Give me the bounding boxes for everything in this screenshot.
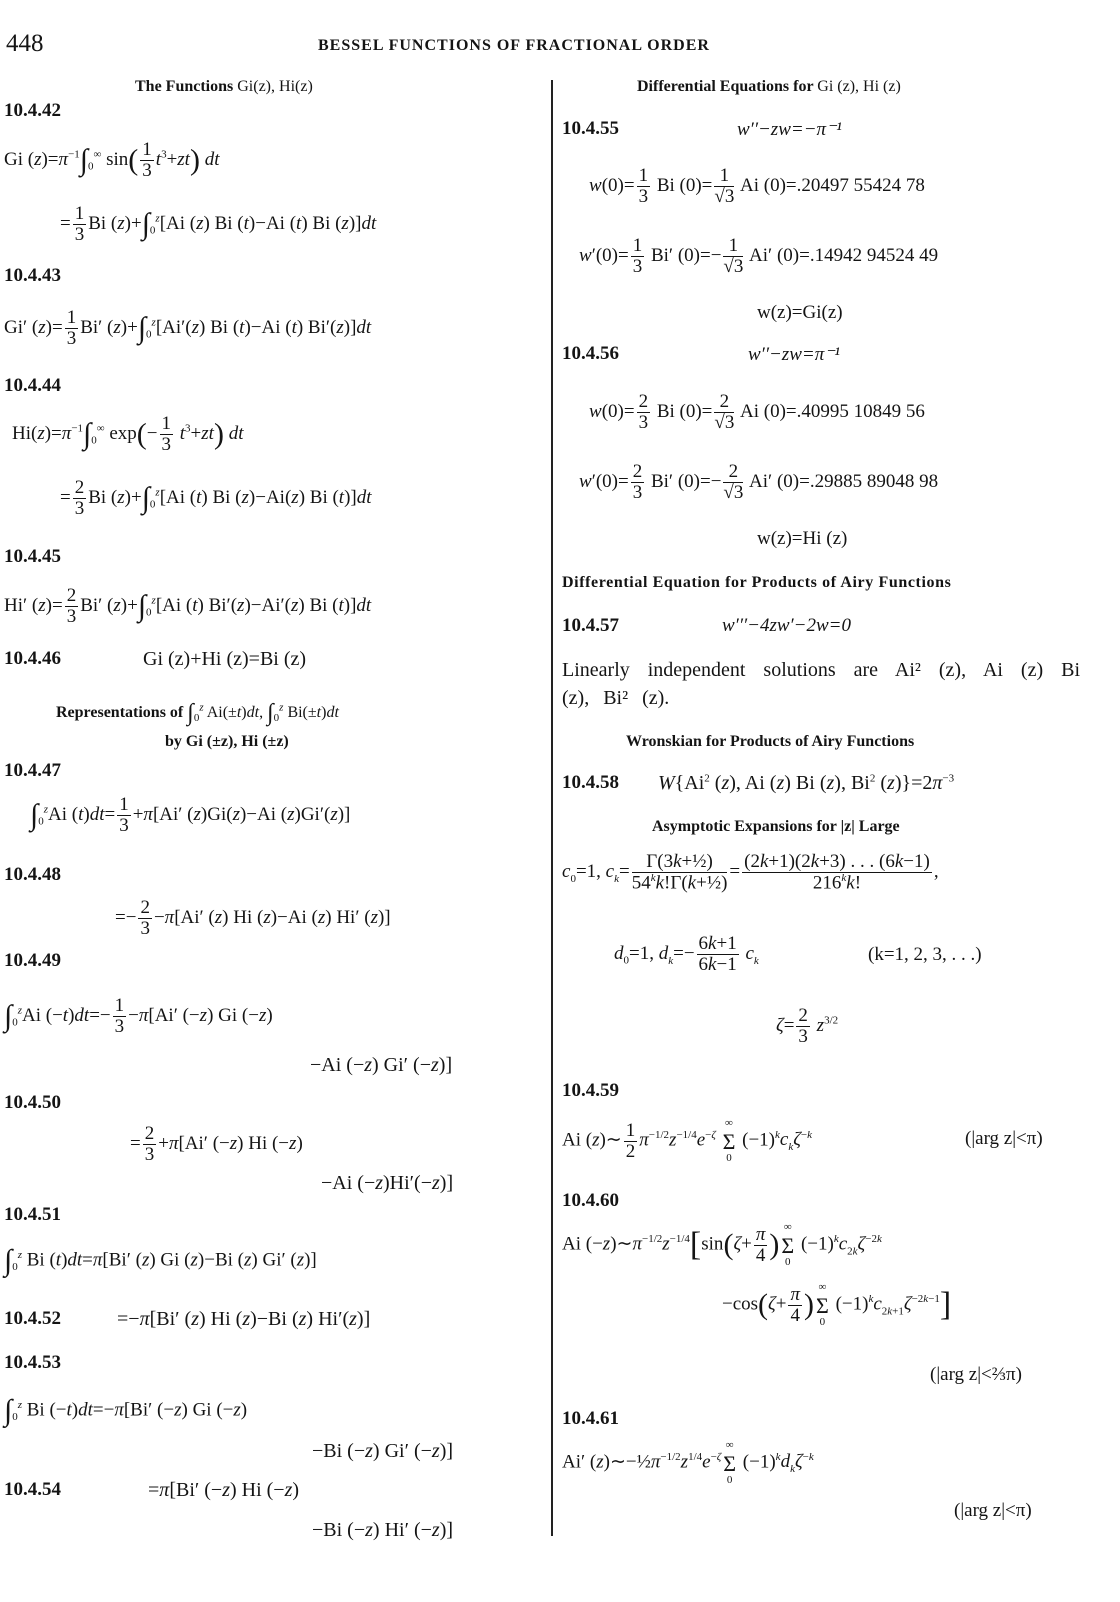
section-subheading: by Gi (±z), Hi (±z) — [165, 733, 289, 750]
equation-10-4-59: Ai (z)∼ $\frac{1}{2}$ $\pi^{-1/2}z^{-1/4}e^{-\zeta}$ ∞ Σ 0 $(-1)^kc_k\zeta^{-k}$ — [562, 1117, 813, 1164]
equation-10-4-55-solution: w(z)=Gi(z) — [757, 302, 843, 323]
page-number: 448 — [6, 30, 44, 57]
equation-number: 10.4.57 — [562, 615, 619, 636]
section-title-math: Gi(z), Hi(z) — [237, 78, 313, 95]
equation-10-4-60-line1: Ai $(-z)\sim\pi^{-1/2}z^{-1/4}[\sin(\zeta+$ $\frac{\pi}{4}$ ) ∞ Σ 0 $(-1)^kc_{2k}\zeta^{-2k}$ — [562, 1221, 882, 1268]
section-title-math: Gi (z), Hi (z) — [817, 78, 901, 95]
equation-number: 10.4.42 — [4, 100, 61, 121]
equation-10-4-56-solution: w(z)=Hi (z) — [757, 528, 848, 549]
equation-10-4-51: $\int_0^z$ Bi (t)dt=π[Bi′ (z) Gi (z)−Bi (z) Gi′ (z)] — [4, 1244, 317, 1277]
condition-10-4-60: (|arg z|<⅔π) — [930, 1364, 1022, 1385]
equation-number: 10.4.51 — [4, 1204, 61, 1225]
equation-10-4-44-line1: $Hi(z)=\pi^{-1}\int_0^\infty$ exp(− $\frac{1}{3}$ $t^3+zt$) dt — [12, 413, 244, 455]
equation-10-4-60-line2: −cos(ζ+ $\frac{\pi}{4}$ ) ∞ Σ 0 $(-1)^kc_{2k+1}\zeta^{-2k-1}$] — [722, 1281, 952, 1328]
equation-10-4-45: Hi′ (z)= $\frac{2}{3}$ Bi′ $(z)+\int_0^z[Ai$ (t) Bi′(z)−Ai′(z) Bi (t)]dt — [4, 585, 372, 627]
equation-10-4-54-line2: −Bi (−z) Hi′ (−z)] — [312, 1519, 454, 1541]
equation-10-4-54-line1: =π[Bi′ (−z) Hi (−z) — [148, 1479, 300, 1501]
column-divider — [551, 80, 553, 1536]
equation-10-4-43: Gi′ (z)= $\frac{1}{3}$ Bi′ $(z)+\int_0^z[Ai'(z)$ Bi (t)−Ai (t) Bi′(z)]dt — [4, 307, 372, 349]
equation-number: 10.4.45 — [4, 546, 61, 567]
equation-10-4-56-ode: w′′−zw=π⁻¹ — [748, 344, 840, 365]
equation-10-4-42-line2: = $\frac{1}{3}$ Bi $(z)+\int_0^z[Ai$ (z) Bi (t)−Ai (t) Bi (z)]dt — [60, 203, 377, 245]
equation-10-4-50-line2: −Ai (−z)Hi′(−z)] — [321, 1172, 454, 1194]
wp0-value: .14942 94524 49 — [809, 244, 939, 266]
equation-number: 10.4.48 — [4, 864, 61, 885]
running-head: BESSEL FUNCTIONS OF FRACTIONAL ORDER — [318, 37, 710, 54]
equation-number: 10.4.60 — [562, 1190, 619, 1211]
equation-10-4-55-ode: w′′−zw=−π⁻¹ — [737, 119, 842, 140]
equation-10-4-56-w0: w(0)= $\frac{2}{3}$ Bi (0)= $\frac{2}{√3}$ Ai (0)=.40995 10849 56 — [589, 391, 925, 433]
equation-number: 10.4.49 — [4, 950, 61, 971]
equation-number: 10.4.47 — [4, 760, 61, 781]
w0-value: .40995 10849 56 — [796, 400, 925, 422]
equation-10-4-49-line1: $\int_0^zAi$ (−t)dt=− $\frac{1}{3}$ −π[Ai′ (−z) Gi (−z) — [4, 995, 273, 1037]
equation-number: 10.4.43 — [4, 265, 61, 286]
equation-10-4-61: Ai′ $(z)\sim-\frac{1}{2}\pi^{-1/2}z^{1/4}e^{-\zeta}$ ∞ Σ 0 $(-1)^kd_k\zeta^{-k}$ — [562, 1439, 814, 1486]
equation-10-4-50-line1: = $\frac{2}{3}$ +π[Ai′ (−z) Hi (−z) — [130, 1123, 303, 1165]
equation-number: 10.4.59 — [562, 1080, 619, 1101]
equation-number: 10.4.46 — [4, 648, 61, 669]
equation-number: 10.4.58 — [562, 772, 619, 793]
equation-number: 10.4.52 — [4, 1308, 61, 1329]
equation-number: 10.4.61 — [562, 1408, 619, 1429]
equation-10-4-57-ode: w′′′−4zw′−2w=0 — [722, 615, 852, 636]
equation-10-4-52: =−π[Bi′ (z) Hi (z)−Bi (z) Hi′(z)] — [117, 1308, 371, 1330]
equation-10-4-48: =− $\frac{2}{3}$ −π[Ai′ (z) Hi (z)−Ai (z) Hi′ (z)] — [115, 897, 391, 939]
wp0-value: .29885 89048 98 — [809, 470, 939, 492]
equation-number: 10.4.55 — [562, 118, 619, 139]
equation-10-4-46: Gi (z)+Hi (z)=Bi (z) — [143, 648, 307, 670]
equation-10-4-55-w0: w(0)= $\frac{1}{3}$ Bi (0)= $\frac{1}{√3}$ Ai (0)=.20497 55424 78 — [589, 165, 925, 207]
section-heading-gi-hi — [135, 78, 313, 96]
equation-10-4-49-line2: −Ai (−z) Gi′ (−z)] — [310, 1054, 453, 1076]
equation-number: 10.4.44 — [4, 375, 61, 396]
equation-10-4-56-wp0: w′(0)= $\frac{2}{3}$ Bi′ (0)=− $\frac{2}{√3}$ Ai′ (0)=.29885 89048 98 — [579, 461, 939, 503]
section-heading-asymptotic: Asymptotic Expansions for |z| Large — [652, 818, 900, 835]
w0-value: .20497 55424 78 — [796, 174, 925, 196]
k-range: (k=1, 2, 3, . . .) — [868, 944, 982, 965]
equation-number: 10.4.50 — [4, 1092, 61, 1113]
section-heading-representations: Representations of $\int_0^z$ Ai(±t)dt, $\int_0^z$ Bi(±t)dt — [56, 700, 339, 726]
section-title-text: Differential Equations for — [637, 78, 814, 95]
equation-number: 10.4.56 — [562, 343, 619, 364]
equation-10-4-47: $\int_0^zAi$ (t)dt= $\frac{1}{3}$ +π[Ai′ (z)Gi(z)−Ai (z)Gi′(z)] — [30, 794, 351, 836]
equation-10-4-44-line2: = $\frac{2}{3}$ Bi $(z)+\int_0^z[Ai$ (t) Bi (z)−Ai(z) Bi (t)]dt — [60, 477, 372, 519]
section-heading-products-ode: Differential Equation for Products of Airy Functions — [562, 574, 952, 591]
section-title-text: The Functions — [135, 78, 234, 95]
equation-10-4-42-line1: Gi $(z)=\pi^{-1}\int_0^\infty$ sin( $\frac{1}{3}$ $t^3+zt$) dt — [4, 139, 220, 181]
zeta-definition: ζ= $\frac{2}{3}$ $z^{3/2}$ — [776, 1005, 839, 1047]
paragraph-linearly-independent: Linearly independent solutions are Ai² (z), Ai (z) Bi (z), Bi² (z). — [562, 659, 1080, 709]
equation-10-4-55-wp0: w′(0)= $\frac{1}{3}$ Bi′ (0)=− $\frac{1}{√3}$ Ai′ (0)=.14942 94524 49 — [579, 235, 939, 277]
condition-10-4-59: (|arg z|<π) — [965, 1128, 1043, 1149]
equation-10-4-53-line2: −Bi (−z) Gi′ (−z)] — [312, 1440, 454, 1462]
equation-number: 10.4.53 — [4, 1352, 61, 1373]
equation-number: 10.4.54 — [4, 1479, 61, 1500]
coefficient-d-definition: $d_0=1$, $d_k=-$ $\frac{6k+1}{6k-1}$ $c_k$ — [614, 933, 759, 975]
section-heading-wronskian: Wronskian for Products of Airy Functions — [626, 733, 915, 750]
condition-10-4-61: (|arg z|<π) — [954, 1500, 1032, 1521]
section-heading-differential-equations — [637, 78, 901, 96]
equation-10-4-58: W{Ai$^2$ (z), Ai (z) Bi (z), Bi$^2$ $(z)\}=2\pi^{-3}$ — [658, 772, 955, 794]
coefficient-c-definition: $c_0=1$, $c_k=$ $\frac{\text{Γ(3k+½)}}{54^kk!\Gamma(k+\frac{1}{2})}$ = $\frac{(2k+1)(2k+3) . . . (6k-1)}{216^kk!}$ , — [562, 851, 939, 894]
equation-10-4-53-line1: $\int_0^z$ Bi (−t)dt=−π[Bi′ (−z) Gi (−z) — [4, 1394, 248, 1427]
